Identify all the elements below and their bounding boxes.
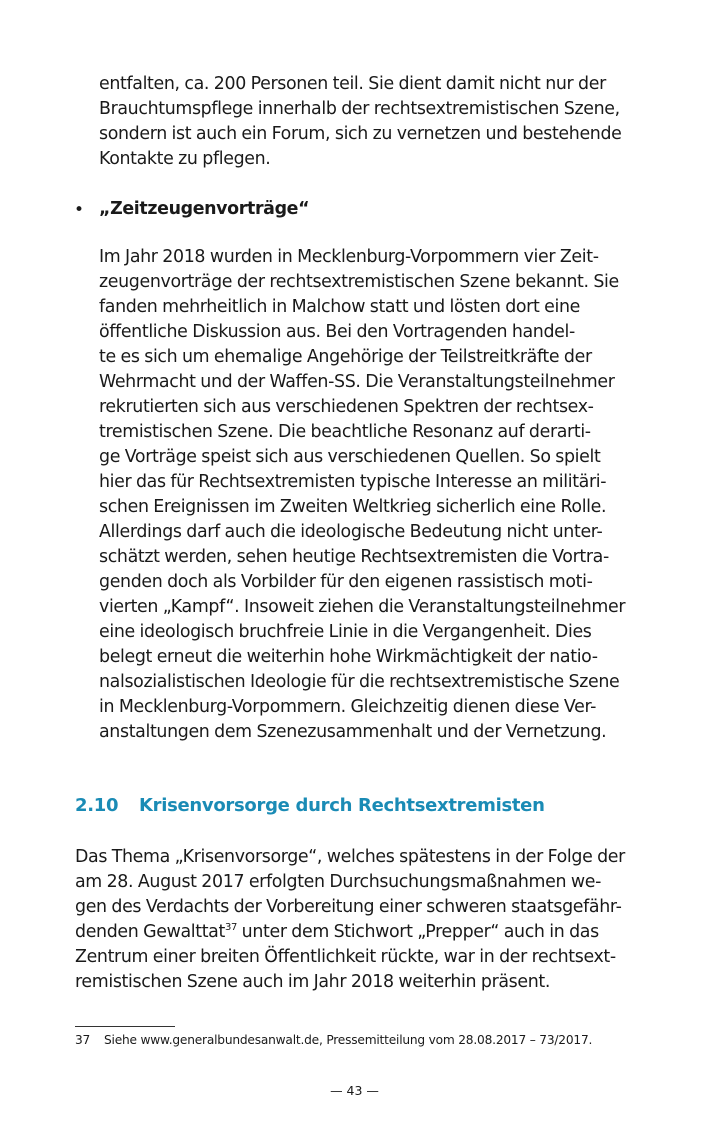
intro-line-4: Kontakte zu pflegen. xyxy=(99,149,271,169)
footnote-number: 37 xyxy=(75,1033,91,1047)
bullet-marker: • xyxy=(74,200,85,220)
bullet-line-19: in Mecklenburg-Vorpommern. Gleichzeitig dienen diese Ver- xyxy=(99,697,597,717)
bullet-line-14: genden doch als Vorbilder für den eigenen rassistisch moti- xyxy=(99,572,593,592)
bullet-line-18: nalsozialistischen Ideologie für die rechtsextremistische Szene xyxy=(99,672,620,692)
page-number: — 43 — xyxy=(330,1083,379,1098)
section-line-5: Zentrum einer breiten Öffentlichkeit rückte, war in der rechtsext- xyxy=(75,947,616,967)
intro-paragraph xyxy=(99,72,632,172)
bullet-line-16: eine ideologisch bruchfreie Linie in die Vergangenheit. Dies xyxy=(99,622,592,642)
section-line-6: remistischen Szene auch im Jahr 2018 weiterhin präsent. xyxy=(75,972,551,992)
bullet-line-7: rekrutierten sich aus verschiedenen Spektren der rechtsex- xyxy=(99,397,594,417)
bullet-line-9: ge Vorträge speist sich aus verschiedenen Quellen. So spielt xyxy=(99,447,601,467)
bullet-line-17: belegt erneut die weiterhin hohe Wirkmächtigkeit der natio- xyxy=(99,647,598,667)
bullet-heading: „Zeitzeugenvorträge“ xyxy=(99,199,310,219)
intro-line-2: Brauchtumspflege innerhalb der rechtsextremistischen Szene, xyxy=(99,99,620,119)
bullet-line-13: schätzt werden, sehen heutige Rechtsextremisten die Vortra- xyxy=(99,547,609,567)
bullet-line-10: hier das für Rechtsextremisten typische Interesse an militäri- xyxy=(99,472,607,492)
intro-line-1: entfalten, ca. 200 Personen teil. Sie dient damit nicht nur der xyxy=(99,74,606,94)
section-line-4-end: unter dem Stichwort „Prepper“ auch in das xyxy=(236,922,599,942)
bullet-line-1: Im Jahr 2018 wurden in Mecklenburg-Vorpommern vier Zeit- xyxy=(99,247,599,267)
bullet-line-5: te es sich um ehemalige Angehörige der Teilstreitkräfte der xyxy=(99,347,592,367)
section-paragraph xyxy=(75,845,632,995)
footnote xyxy=(75,1031,592,1049)
section-line-2: am 28. August 2017 erfolgten Durchsuchungsmaßnahmen we- xyxy=(75,872,601,892)
section-heading xyxy=(75,793,545,819)
intro-line-3: sondern ist auch ein Forum, sich zu vernetzen und bestehende xyxy=(99,124,622,144)
footnote-divider xyxy=(75,1026,175,1027)
bullet-line-3: fanden mehrheitlich in Malchow statt und lösten dort eine xyxy=(99,297,580,317)
bullet-line-4: öffentliche Diskussion aus. Bei den Vortragenden handel- xyxy=(99,322,575,342)
section-line-4-start: denden Gewalttat xyxy=(75,922,225,942)
section-line-3: gen des Verdachts der Vorbereitung einer schweren staatsgefähr- xyxy=(75,897,622,917)
footnote-text: Siehe www.generalbundesanwalt.de, Pressemitteilung vom 28.08.2017 – 73/2017. xyxy=(104,1033,593,1047)
bullet-line-20: anstaltungen dem Szenezusammenhalt und der Vernetzung. xyxy=(99,722,607,742)
section-line-1: Das Thema „Krisenvorsorge“, welches spätestens in der Folge der xyxy=(75,847,625,867)
bullet-line-2: zeugenvorträge der rechtsextremistischen Szene bekannt. Sie xyxy=(99,272,619,292)
bullet-line-11: schen Ereignissen im Zweiten Weltkrieg sicherlich eine Rolle. xyxy=(99,497,607,517)
bullet-paragraph xyxy=(99,245,632,745)
bullet-line-15: vierten „Kampf“. Insoweit ziehen die Veranstaltungsteilnehmer xyxy=(99,597,626,617)
section-line-4 xyxy=(75,920,632,945)
bullet-line-12: Allerdings darf auch die ideologische Bedeutung nicht unter- xyxy=(99,522,603,542)
bullet-line-6: Wehrmacht und der Waffen-SS. Die Veranstaltungsteilnehmer xyxy=(99,372,615,392)
section-title: Krisenvorsorge durch Rechtsextremisten xyxy=(139,795,545,816)
footnote-reference[interactable]: 37 xyxy=(224,922,237,934)
bullet-line-8: tremistischen Szene. Die beachtliche Resonanz auf derarti- xyxy=(99,422,591,442)
section-number: 2.10 xyxy=(75,795,119,816)
